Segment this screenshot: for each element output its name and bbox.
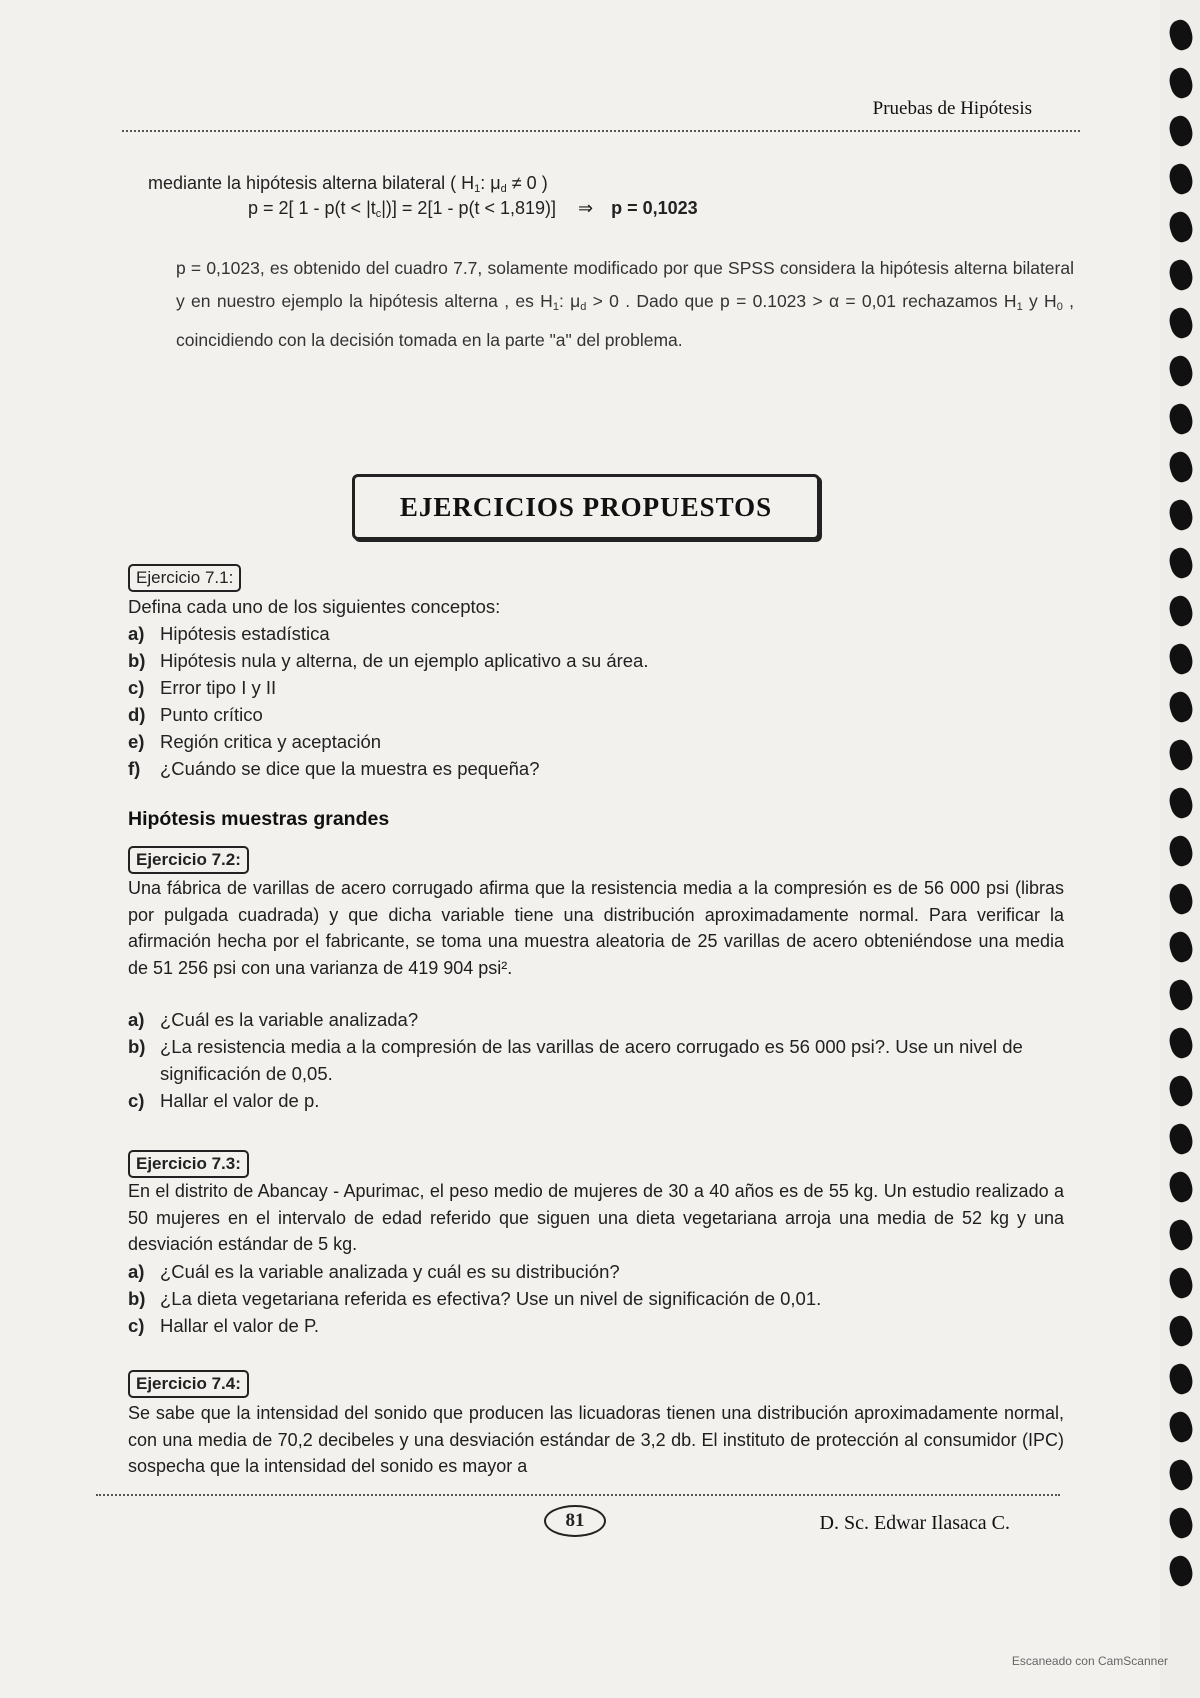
binding-ring [1166,1265,1196,1300]
binding-ring [1166,833,1196,868]
binding-ring [1166,1169,1196,1204]
exercise-7-3-label: Ejercicio 7.3: [128,1150,249,1178]
list-item: c) Hallar el valor de p. [128,1090,320,1111]
exercise-7-2-list [128,1006,1064,1114]
binding-ring [1166,593,1196,628]
list-item: c) Error tipo I y II [128,677,277,698]
footer-rule [96,1494,1060,1496]
exercise-7-1-label: Ejercicio 7.1: [128,564,241,592]
intro-line: mediante la hipótesis alterna bilateral ( $H_1$: $\mu_d \ne 0$ ) [148,173,548,195]
binding-ring [1166,497,1196,532]
binding-ring [1166,1361,1196,1396]
binding-ring [1166,1457,1196,1492]
list-item: a) ¿Cuál es la variable analizada y cuál es su distribución? [128,1261,620,1282]
exercise-7-1-intro: Defina cada uno de los siguientes conceptos: [128,596,501,617]
list-item: b) ¿La dieta vegetariana referida es efectiva? Use un nivel de significación de 0,01. [128,1288,822,1309]
binding-ring [1166,929,1196,964]
binding-ring [1166,1121,1196,1156]
binding-ring [1166,1505,1196,1540]
header-rule [122,130,1080,132]
binding-ring [1166,1313,1196,1348]
spiral-binding [1158,20,1192,1660]
binding-ring [1166,353,1196,388]
list-item: b) ¿La resistencia media a la compresión de las varillas de acero corrugado es 56 000 psi?. Use un nivel de significación de 0,05. [128,1036,1023,1084]
exercise-7-1-list [128,620,648,782]
exercise-7-4-label: Ejercicio 7.4: [128,1370,249,1398]
binding-ring [1166,641,1196,676]
binding-ring [1166,161,1196,196]
scanner-watermark: Escaneado con CamScanner [1011,1654,1168,1668]
exercise-7-3-text: En el distrito de Abancay - Apurimac, el peso medio de mujeres de 30 a 40 años es de 55 kg. Un estudio realizado a 50 mujeres en el intervalo de edad referido que siguen una dieta vegetariana arroja una media de 52 kg y una desviación estándar de 5 kg. [128,1181,1064,1254]
list-item: a) Hipótesis estadística [128,623,330,644]
implies-icon: ⇒ [578,198,594,218]
exercise-7-3-list [128,1258,1064,1339]
list-item: b) Hipótesis nula y alterna, de un ejemplo aplicativo a su área. [128,650,649,671]
binding-ring [1166,977,1196,1012]
list-item: d) Punto crítico [128,704,263,725]
list-item: f) ¿Cuándo se dice que la muestra es pequeña? [128,758,540,779]
list-item: a) ¿Cuál es la variable analizada? [128,1009,419,1030]
binding-ring [1166,689,1196,724]
binding-ring [1166,449,1196,484]
running-header: Pruebas de Hipótesis [872,98,1032,119]
page-number: 81 [544,1505,606,1537]
binding-ring [1166,1409,1196,1444]
section-banner: EJERCICIOS PROPUESTOS [352,474,820,540]
binding-ring [1166,305,1196,340]
binding-ring [1166,545,1196,580]
exercise-7-4-text: Se sabe que la intensidad del sonido que producen las licuadoras tienen una distribución aproximadamente normal, con una media de 70,2 decibeles y una desviación estándar de 3,2 db. El instituto de protección al consumidor (IPC) sospecha que la intensidad del sonido es mayor a [128,1403,1064,1476]
binding-ring [1166,113,1196,148]
binding-ring [1166,17,1196,52]
binding-ring [1166,1025,1196,1060]
binding-ring [1166,209,1196,244]
exercise-7-2-label: Ejercicio 7.2: [128,846,249,874]
exercise-7-2-text: Una fábrica de varillas de acero corrugado afirma que la resistencia media a la compresión es de 56 000 psi (libras por pulgada cuadrada) y que dicha variable tiene una distribución aproximadamente normal. Para verificar la afirmación hecha por el fabricante, se toma una muestra aleatoria de 25 varillas de acero obteniéndose una media de 51 256 psi con una varianza de 419 904 psi². [128,878,1064,978]
binding-ring [1166,65,1196,100]
binding-ring [1166,881,1196,916]
binding-ring [1166,1217,1196,1252]
intro-paragraph: p = 0,1023, es obtenido del cuadro 7.7, solamente modificado por que SPSS considera la hipótesis alterna bilateral y en nuestro ejemplo la hipótesis alterna , es $H_1$: $\mu_d > 0$ . Dado que p = 0.1023 > α = 0,01 rechazamos $H_1$ y $H_0$ , coincidiendo con la decisión tomada en la parte "a" del problema. [176,258,1074,350]
binding-ring [1166,1553,1196,1588]
binding-ring [1166,257,1196,292]
binding-ring [1166,401,1196,436]
p-value-formula: p = 2[ $1 - p(t < |t_c|)] = 2[1 - p(t < 1,819)]$ ⇒ p = 0,1023 [248,198,698,220]
author-credit: D. Sc. Edwar Ilasaca C. [819,1512,1010,1534]
section-heading: Hipótesis muestras grandes [128,808,390,830]
list-item: e) Región critica y aceptación [128,731,382,752]
binding-ring [1166,785,1196,820]
binding-ring [1166,737,1196,772]
list-item: c) Hallar el valor de P. [128,1315,320,1336]
binding-ring [1166,1073,1196,1108]
